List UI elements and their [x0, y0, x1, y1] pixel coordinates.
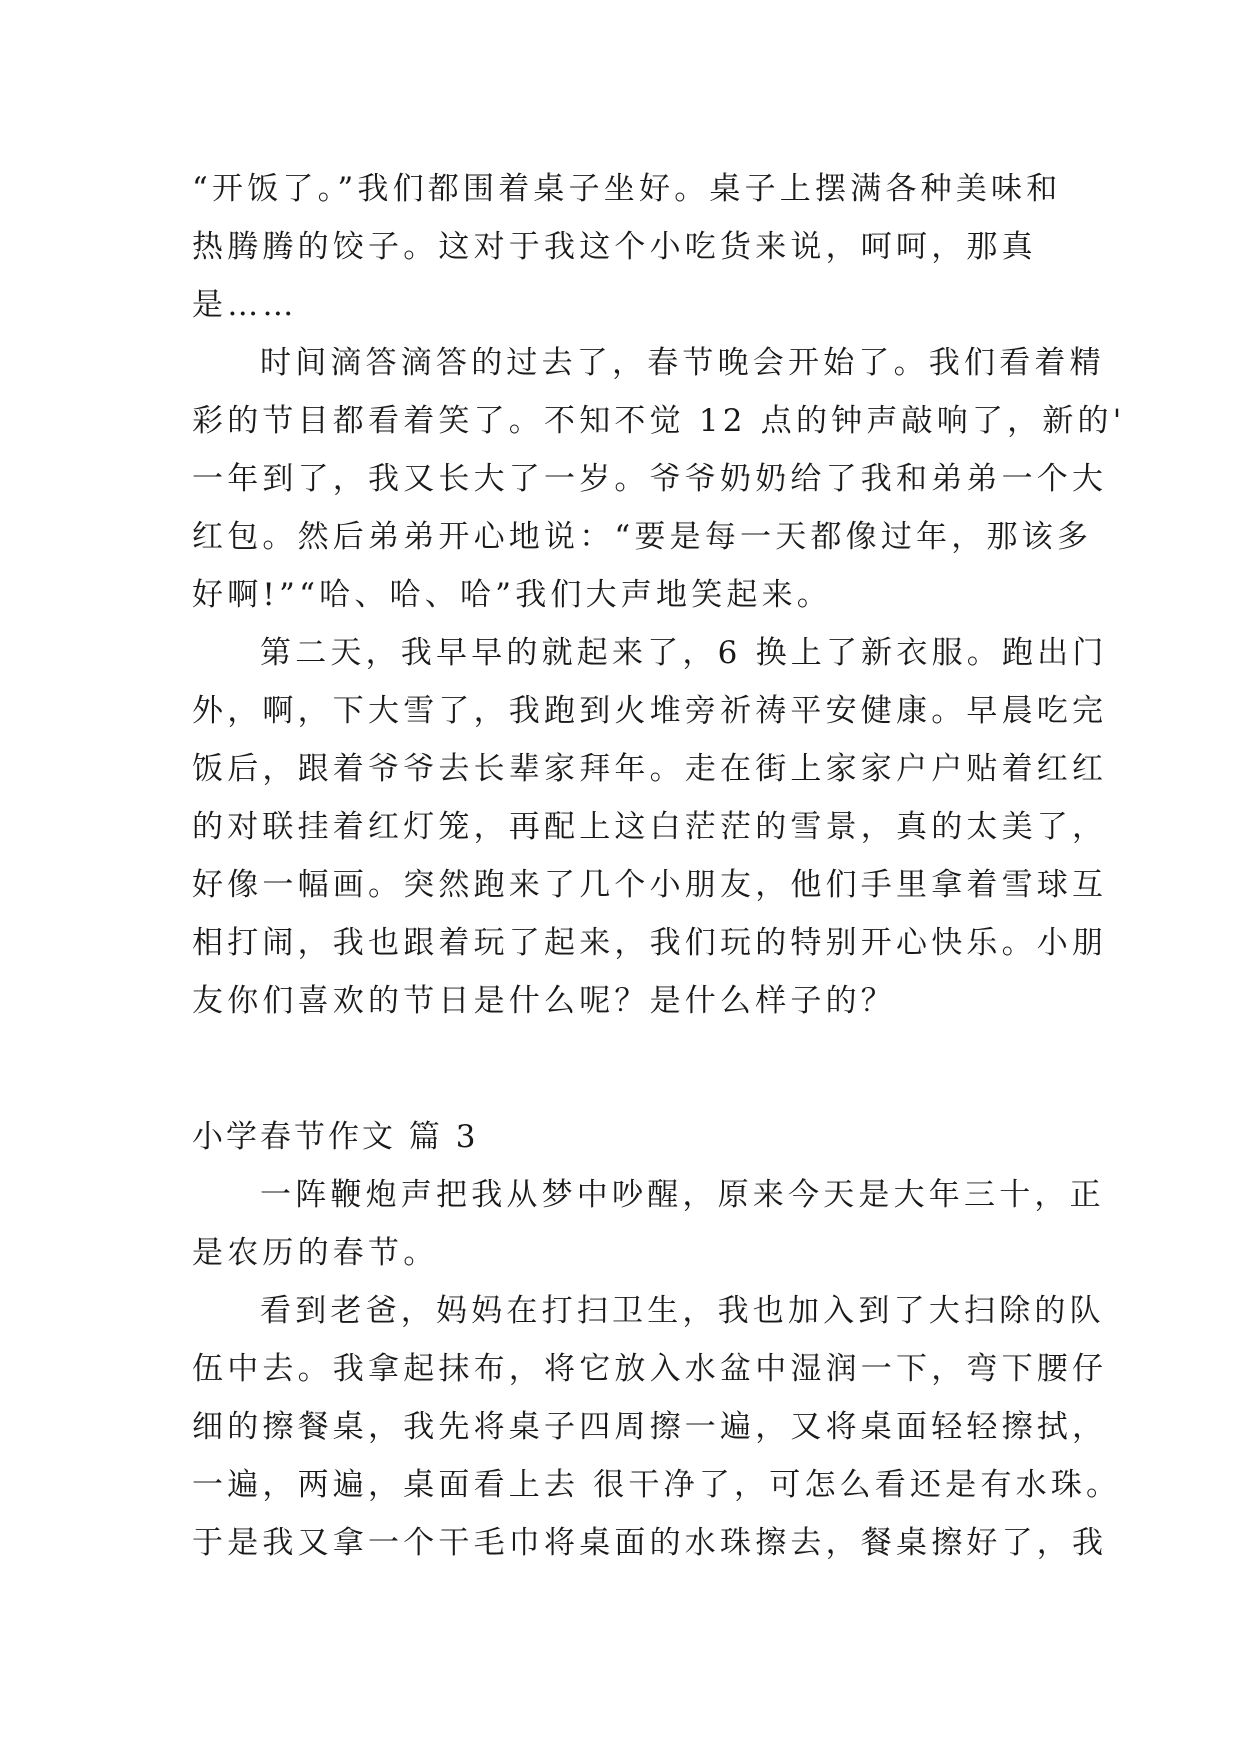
- text-line: 友你们喜欢的节日是什么呢？是什么样子的？: [192, 983, 896, 1019]
- text-line: 一年到了，我又长大了一岁。爷爷奶奶给了我和弟弟一个大: [192, 461, 1108, 497]
- text-line: 饭后，跟着爷爷去长辈家拜年。走在街上家家户户贴着红红: [192, 751, 1108, 787]
- text-line: 一阵鞭炮声把我从梦中吵醒，原来今天是大年三十，正: [260, 1177, 1105, 1213]
- text-line: 热腾腾的饺子。这对于我这个小吃货来说，呵呵，那真: [192, 229, 1037, 265]
- text-line: 时间滴答滴答的过去了，春节晚会开始了。我们看着精: [260, 345, 1105, 381]
- section-heading: 小学春节作文 篇 3: [192, 1119, 479, 1155]
- text-line: 伍中去。我拿起抹布，将它放入水盆中湿润一下，弯下腰仔: [192, 1351, 1108, 1387]
- text-line: 于是我又拿一个干毛巾将桌面的水珠擦去，餐桌擦好了，我: [192, 1525, 1108, 1561]
- text-line: 好啊!”“哈、哈、哈”我们大声地笑起来。: [192, 577, 833, 613]
- text-line: 好像一幅画。突然跑来了几个小朋友，他们手里拿着雪球互: [192, 867, 1108, 903]
- text-line: 一遍，两遍，桌面看上去 很干净了，可怎么看还是有水珠。: [192, 1467, 1122, 1503]
- paragraph-1: [192, 160, 1062, 334]
- section-spacer: [192, 1030, 1052, 1108]
- text-line: 是农历的春节。: [192, 1235, 439, 1271]
- text-line: 看到老爸，妈妈在打扫卫生，我也加入到了大扫除的队: [260, 1293, 1105, 1329]
- paragraph-3: [192, 624, 1108, 1030]
- paragraph-4: [192, 1166, 1105, 1282]
- text-line: 红包。然后弟弟开心地说：“要是每一天都像过年，那该多: [192, 519, 1093, 555]
- text-line: “开饭了。”我们都围着桌子坐好。桌子上摆满各种美味和: [192, 171, 1062, 207]
- text-line: 外，啊，下大雪了，我跑到火堆旁祈祷平安健康。早晨吃完: [192, 693, 1108, 729]
- text-line: 的对联挂着红灯笼，再配上这白茫茫的雪景，真的太美了，: [192, 809, 1108, 845]
- text-line: 细的擦餐桌，我先将桌子四周擦一遍，又将桌面轻轻擦拭，: [192, 1409, 1108, 1445]
- text-line: 彩的节目都看着笑了。不知不觉 12 点的钟声敲响了，新的': [192, 403, 1126, 439]
- document-body: [192, 160, 1126, 1572]
- text-line: 是……: [192, 287, 298, 323]
- text-line: 相打闹，我也跟着玩了起来，我们玩的特别开心快乐。小朋: [192, 925, 1108, 961]
- paragraph-5: [192, 1282, 1122, 1572]
- paragraph-2: [192, 334, 1126, 624]
- text-line: 第二天，我早早的就起来了，6 换上了新衣服。跑出门: [260, 635, 1108, 671]
